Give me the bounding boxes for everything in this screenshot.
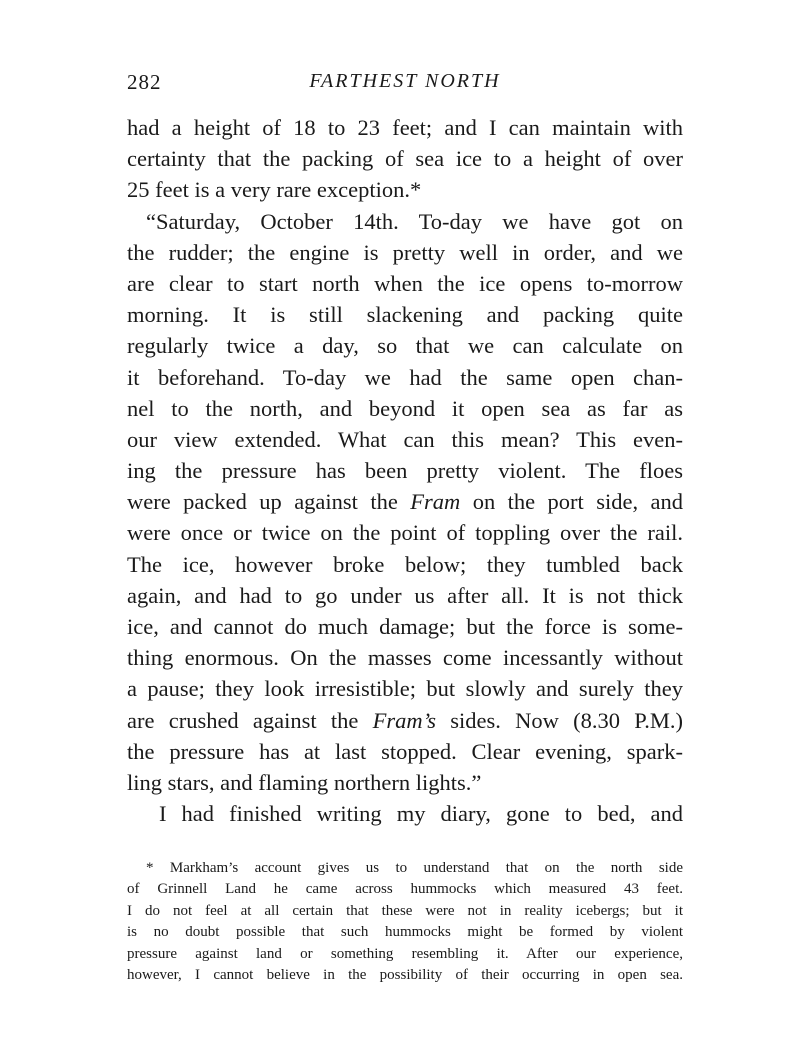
text-fragment: were packed up against the xyxy=(127,489,411,515)
footnote-line: I do not feel at all certain that these were not in reality icebergs; but it xyxy=(127,902,683,919)
text-line: “Saturday, October 14th. To-day we have got on xyxy=(146,208,683,234)
text-line: had a height of 18 to 23 feet; and I can maintain with xyxy=(127,115,683,140)
text-line: regularly twice a day, so that we can calculate on xyxy=(127,333,683,359)
text-line: 25 feet is a very rare exception.* xyxy=(127,177,422,203)
text-line: The ice, however broke below; they tumbled back xyxy=(127,551,683,577)
text-line: morning. It is still slackening and packing quite xyxy=(127,302,683,328)
running-title: FARTHEST NORTH xyxy=(309,70,501,92)
page-number: 282 xyxy=(127,70,162,94)
text-line: a pause; they look irresistible; but slowly and surely they xyxy=(127,676,683,702)
text-line: the rudder; the engine is pretty well in order, and we xyxy=(127,239,683,265)
footnote-line: pressure against land or something resembling it. After our experience, xyxy=(127,945,683,962)
text-line: ling stars, and flaming northern lights.” xyxy=(127,769,482,795)
text-line: it beforehand. To-day we had the same open chan- xyxy=(127,364,683,390)
text-line: again, and had to go under us after all. It is not thick xyxy=(127,582,683,608)
text-line: I had finished writing my diary, gone to bed, and xyxy=(159,801,683,827)
text-line: ice, and cannot do much damage; but the force is some- xyxy=(127,614,683,639)
text-line: the pressure has at last stopped. Clear evening, spark- xyxy=(127,738,683,764)
text-line xyxy=(127,705,683,736)
footnote-line: * Markham’s account gives us to understand that on the north side xyxy=(146,860,683,876)
text-line: certainty that the packing of sea ice to a height of over xyxy=(127,146,683,172)
text-fragment: sides. Now (8.30 P.M.) xyxy=(436,707,683,733)
text-line xyxy=(127,486,683,517)
text-line: are clear to start north when the ice opens to-morrow xyxy=(127,270,683,296)
body-text xyxy=(127,112,683,829)
ship-name: Fram xyxy=(410,489,461,515)
footnote-line: is no doubt possible that such hummocks might be formed by violent xyxy=(127,924,683,941)
text-line: thing enormous. On the masses come incessantly without xyxy=(127,645,683,671)
text-fragment: are crushed against the xyxy=(127,707,373,733)
running-head xyxy=(127,70,683,96)
text-line: ing the pressure has been pretty violent. The floes xyxy=(127,458,683,484)
text-line: nel to the north, and beyond it open sea as far as xyxy=(127,395,683,421)
text-fragment: on the port side, and xyxy=(460,489,683,515)
text-line: were once or twice on the point of toppling over the rail. xyxy=(127,520,683,546)
footnote-line: of Grinnell Land he came across hummocks which measured 43 feet. xyxy=(127,881,683,898)
footnote xyxy=(127,858,683,986)
footnote-line: however, I cannot believe in the possibility of their occurring in open sea. xyxy=(127,966,683,983)
ship-name-possessive: Fram’s xyxy=(372,707,436,733)
text-line: our view extended. What can this mean? This even- xyxy=(127,426,683,452)
